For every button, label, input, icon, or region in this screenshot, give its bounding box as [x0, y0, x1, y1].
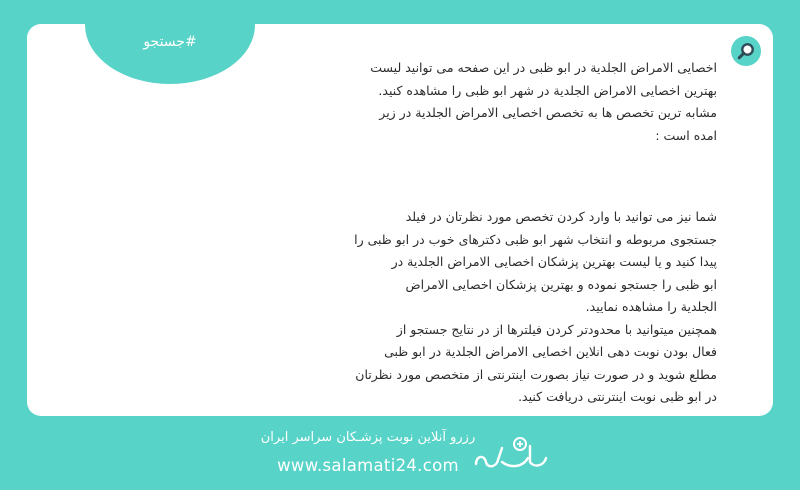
- intro-line: مشابه ترین تخصص ها به تخصص اخصایی الامراض الجلدیة در زیر: [379, 105, 717, 120]
- search-icon: [736, 41, 756, 61]
- detail-line: پیدا کنید و یا لیست بهترین پزشکان اخصایی الامراض الجلدیة در: [391, 254, 717, 269]
- detail-paragraph: [347, 206, 717, 409]
- search-button[interactable]: [731, 36, 761, 66]
- intro-line: بهترین اخصایی الامراض الجلدیة در شهر ابو ظبی را مشاهده کنید.: [378, 82, 717, 98]
- detail-line: شما نیز می توانید با وارد کردن تخصص مورد نظرتان در فیلد: [405, 209, 717, 224]
- footer-url[interactable]: www.salamati24.com: [277, 456, 459, 475]
- detail-line: در ابو ظبی نوبت اینترنتی دریافت کنید.: [518, 389, 717, 404]
- detail-line: مطلع شوید و در صورت نیاز بصورت اینترنتی از متخصص مورد نظرتان: [355, 366, 717, 382]
- hashtag-tab[interactable]: [85, 24, 255, 84]
- detail-line: همچنین میتوانید با محدودتر کردن فیلترها از در نتایج جستجو از: [396, 321, 717, 337]
- footer-tagline: رزرو آنلاین نوبت پزشـکان سراسر ایران: [260, 430, 476, 445]
- detail-line: الجلدیة را مشاهده نمایید.: [585, 299, 717, 314]
- salamati-logo[interactable]: [472, 428, 552, 478]
- intro-paragraph: [347, 57, 717, 147]
- detail-line: جستجوی مربوطه و انتخاب شهر ابو ظبی دکترهای خوب در ابو ظبی را: [354, 231, 717, 247]
- content-card: [27, 24, 773, 416]
- intro-line: امده است :: [655, 127, 717, 143]
- detail-line: فعال بودن نوبت دهی انلاین اخصایی الامراض الجلدیة در ابو ظبی: [384, 344, 717, 359]
- intro-line: اخصایی الامراض الجلدیة در ابو ظبی در این صفحه می توانید لیست: [370, 60, 717, 75]
- detail-line: ابو ظبی را جستجو نموده و بهترین پزشکان اخصایی الامراض: [405, 276, 717, 292]
- hashtag-tab-label[interactable]: #جستجو: [143, 34, 197, 50]
